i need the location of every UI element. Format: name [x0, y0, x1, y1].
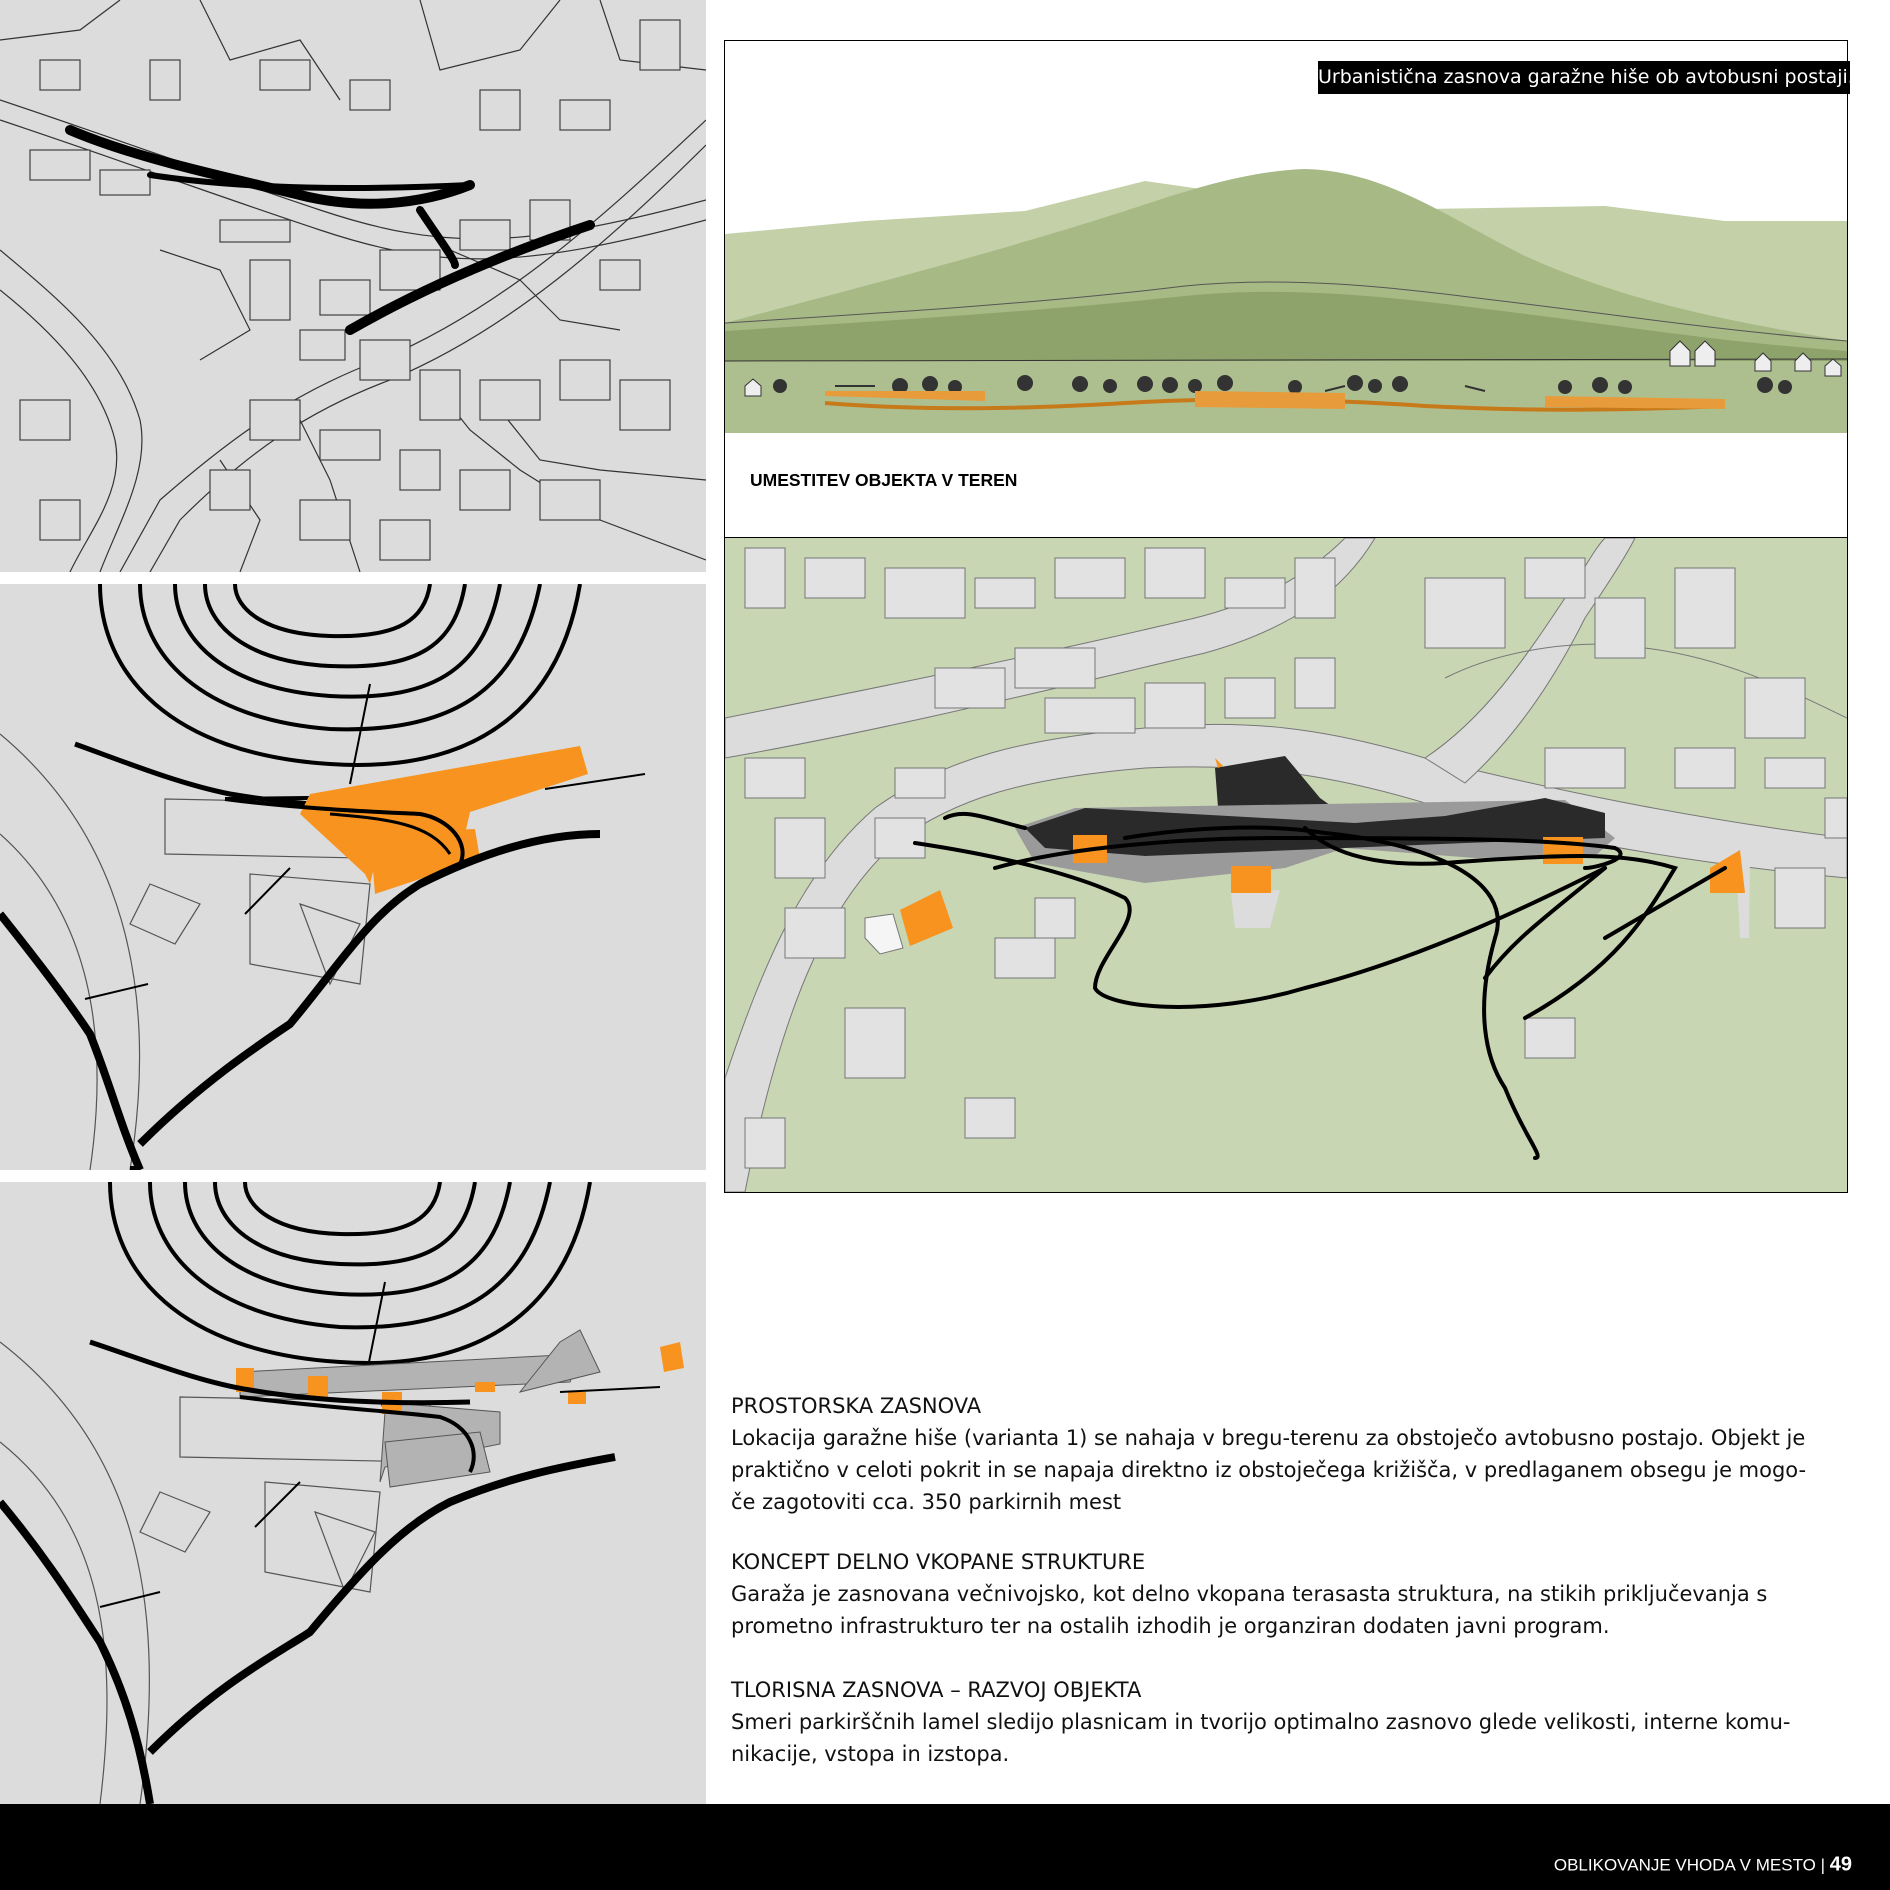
paragraph-line: če zagotoviti cca. 350 parkirnih mest [731, 1490, 1122, 1514]
paragraph-line: Smeri parkirščnih lamel sledijo plasnicam in tvorijo optimalno zasnovo glede velikosti, interne komu- [731, 1710, 1791, 1734]
section-heading: KONCEPT DELNO VKOPANE STRUKTURE [731, 1550, 1146, 1574]
text-section-1 [731, 1390, 1851, 1518]
section-heading: PROSTORSKA ZASNOVA [731, 1394, 982, 1418]
paragraph-line: nikacije, vstopa in izstopa. [731, 1742, 1010, 1766]
footer-running-title [1554, 1854, 1852, 1877]
footer-bar [0, 1804, 1890, 1890]
figure-caption: Urbanistična zasnova garažne hiše ob avtobusni postaji. [1318, 61, 1850, 94]
contour-diagram-2 [0, 1182, 706, 1804]
landscape-section [725, 41, 1847, 537]
paragraph-line: Lokacija garažne hiše (varianta 1) se nahaja v bregu-terenu za obstoječo avtobusno postajo. Objekt je [731, 1426, 1806, 1450]
contour-diagram-1 [0, 584, 706, 1170]
paragraph-line: Garaža je zasnovana večnivojsko, kot delno vkopana terasasta struktura, na stikih priključevanja s [731, 1582, 1768, 1606]
footer-title: OBLIKOVANJE VHODA V MESTO [1553, 1855, 1816, 1875]
section-heading: TLORISNA ZASNOVA – RAZVOJ OBJEKTA [731, 1678, 1142, 1702]
text-section-3 [731, 1674, 1851, 1770]
paragraph-line: praktično v celoti pokrit in se napaja direktno iz obstoječega križišča, v predlaganem obsegu je mogo- [731, 1458, 1807, 1482]
site-map-gray [0, 0, 706, 572]
page-number: 49 [1829, 1853, 1852, 1876]
text-section-2 [731, 1546, 1851, 1642]
paragraph-line: prometno infrastrukturo ter na ostalih izhodih je organziran dodaten javni program. [731, 1614, 1610, 1638]
section-title: UMESTITEV OBJEKTA V TEREN [750, 470, 1018, 490]
footer-separator: | [1815, 1855, 1830, 1875]
site-plan-green [725, 538, 1847, 1192]
